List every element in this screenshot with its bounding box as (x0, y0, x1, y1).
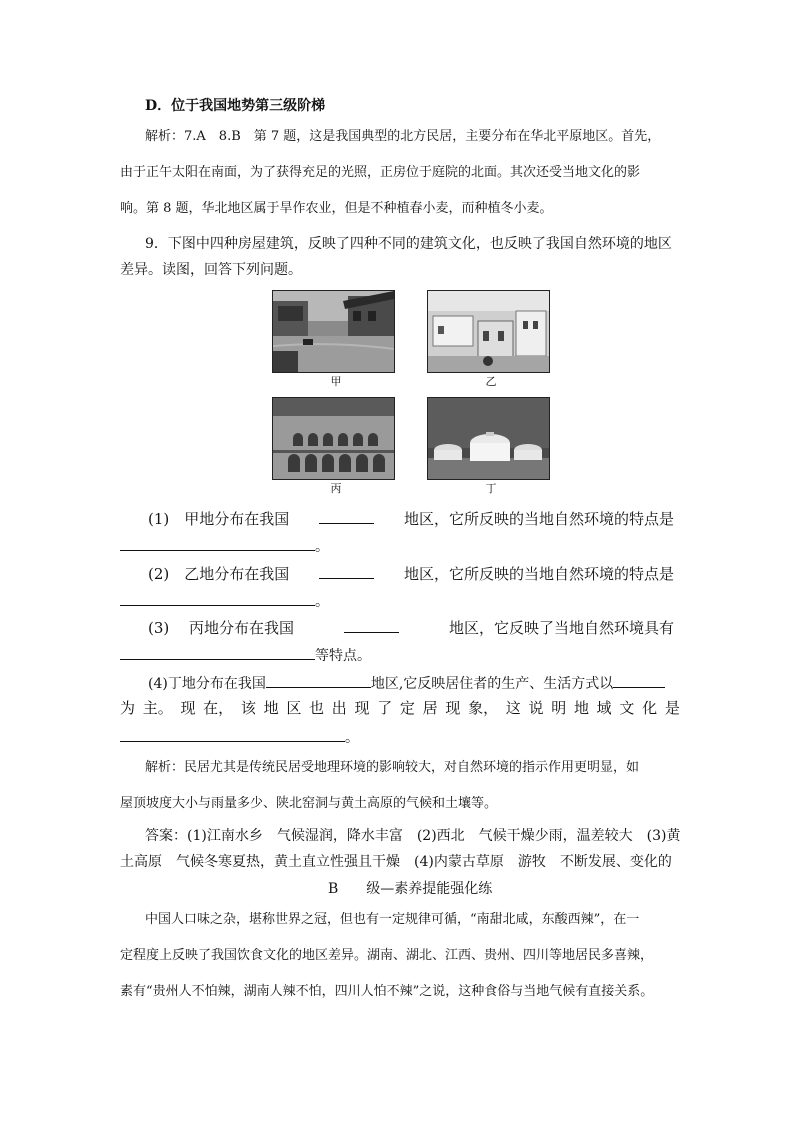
subquestion-3-blank-feature[interactable] (120, 645, 315, 660)
subquestion-3-end: 等特点。 (315, 648, 371, 664)
subquestion-4-blank-culture[interactable] (120, 727, 345, 742)
subquestion-4-char: 为 (120, 699, 136, 717)
analysis-line-1: 解析：7.A 8.B 第 7 题，这是我国典型的北方民居，主要分布在华北平原地区。首先， (145, 129, 661, 144)
subquestion-4-line-2 (120, 698, 680, 718)
passage-line-1: 中国人口味之杂，堪称世界之冠，但也有一定规律可循，“南甜北咸，东酸西辣”，在一 (145, 912, 640, 927)
subquestion-4-char: 明 (551, 699, 567, 717)
subquestion-3-prefix: (3) 丙地分布在我国 (148, 619, 295, 637)
subquestion-4-char: 是 (664, 699, 680, 717)
option-d: D．位于我国地势第三级阶梯 (145, 98, 326, 114)
subquestion-1-line-2 (120, 536, 680, 557)
analysis-9-line-2: 屋顶坡度大小与雨量多少、陕北窑洞与黄土高原的气候和土壤等。 (120, 796, 498, 811)
subquestion-4-char: 文 (619, 699, 635, 717)
subquestion-4-char: 了 (377, 699, 393, 717)
subquestion-4-char: 域 (596, 699, 612, 717)
subquestion-4-mid: 地区,它反映居住者的生产、生活方式以 (370, 676, 614, 692)
subquestion-4-char: 居 (422, 699, 438, 717)
caption-jia: 甲 (330, 375, 342, 388)
question-9-line-1: 9．下图中四种房屋建筑，反映了四种不同的建筑文化，也反映了我国自然环境的地区 (145, 236, 672, 252)
caption-bing: 丙 (330, 482, 342, 495)
subquestion-2-mid: 地区，它所反映的当地自然环境的特点是 (403, 565, 674, 583)
subquestion-1-blank-feature[interactable] (120, 536, 315, 551)
subquestion-2-line-2 (120, 591, 680, 612)
subquestion-1-line-1 (148, 509, 674, 529)
subquestion-4-char: 地 (573, 699, 589, 717)
caption-yi: 乙 (485, 375, 497, 388)
subquestion-4-char: 定 (399, 699, 415, 717)
subquestion-4-char: 地 (263, 699, 279, 717)
subquestion-2-blank-region[interactable] (319, 564, 374, 579)
subquestion-2-line-1 (148, 564, 674, 584)
subquestion-4-char: 在， (203, 699, 234, 717)
photo-jia-water-town (272, 290, 395, 373)
subquestion-1-blank-region[interactable] (319, 509, 374, 524)
subquestion-3-line-1 (148, 618, 674, 638)
subquestion-3-line-2 (120, 645, 680, 666)
subquestion-2-end: 。 (315, 594, 329, 610)
subquestion-4-char: 现 (354, 699, 370, 717)
answer-line-1: 答案：(1)江南水乡 气候湿润，降水丰富 (2)西北 气候干燥少雨，温差较大 (3)黄 (145, 828, 681, 844)
subquestion-4-line-1 (148, 673, 674, 694)
subquestion-4-char: 主。 (142, 699, 173, 717)
subquestion-4-char: 出 (331, 699, 347, 717)
subquestion-4-blank-mode[interactable] (613, 673, 665, 688)
subquestion-1-prefix: (1) 甲地分布在我国 (148, 510, 290, 528)
passage-line-2: 定程度上反映了我国饮食文化的地区差异。湖南、湖北、江西、贵州、四川等地居民多喜辣， (120, 948, 654, 963)
subquestion-4-char: 现 (180, 699, 196, 717)
subquestion-4-blank-region[interactable] (266, 673, 371, 688)
subquestion-4-end: 。 (345, 730, 359, 746)
photo-bing-cave-dwellings (272, 397, 395, 480)
subquestion-4-char: 象， (468, 699, 499, 717)
subquestion-2-blank-feature[interactable] (120, 591, 315, 606)
question-9-line-2: 差异。读图，回答下列问题。 (120, 262, 302, 278)
subquestion-1-end: 。 (315, 539, 329, 555)
subquestion-4-char: 这 (505, 699, 521, 717)
passage-line-3: 素有“贵州人不怕辣，湖南人辣不怕，四川人怕不辣”之说，这种食俗与当地气候有直接关系。 (120, 984, 654, 999)
subquestion-4-line-3 (120, 727, 680, 748)
analysis-9-line-1: 解析：民居尤其是传统民居受地理环境的影响较大，对自然环境的指示作用更明显，如 (145, 760, 640, 775)
answer-line-2: 土高原 气候冬寒夏热，黄土直立性强且干燥 (4)内蒙古草原 游牧 不断发展、变化的 (120, 854, 672, 870)
section-b-heading: B 级—素养提能强化练 (328, 881, 493, 897)
subquestion-4-char: 说 (528, 699, 544, 717)
subquestion-4-char: 该 (240, 699, 256, 717)
photo-yi-flat-roof-houses (427, 290, 550, 373)
photo-ding-yurts (427, 397, 550, 480)
subquestion-4-char: 化 (642, 699, 658, 717)
caption-ding: 丁 (485, 482, 497, 495)
subquestion-4-char: 也 (309, 699, 325, 717)
subquestion-4-char: 区 (286, 699, 302, 717)
subquestion-4-char: 现 (445, 699, 461, 717)
subquestion-1-mid: 地区，它所反映的当地自然环境的特点是 (403, 510, 674, 528)
subquestion-4-prefix: (4)丁地分布在我国 (148, 676, 266, 692)
analysis-line-3: 响。第 8 题，华北地区属于旱作农业，但是不种植春小麦，而种植冬小麦。 (120, 201, 553, 216)
subquestion-3-blank-region[interactable] (344, 618, 399, 633)
analysis-line-2: 由于正午太阳在南面，为了获得充足的光照，正房位于庭院的北面。其次还受当地文化的影 (120, 165, 641, 180)
subquestion-2-prefix: (2) 乙地分布在我国 (148, 565, 290, 583)
subquestion-3-mid: 地区，它反映了当地自然环境具有 (448, 619, 674, 637)
